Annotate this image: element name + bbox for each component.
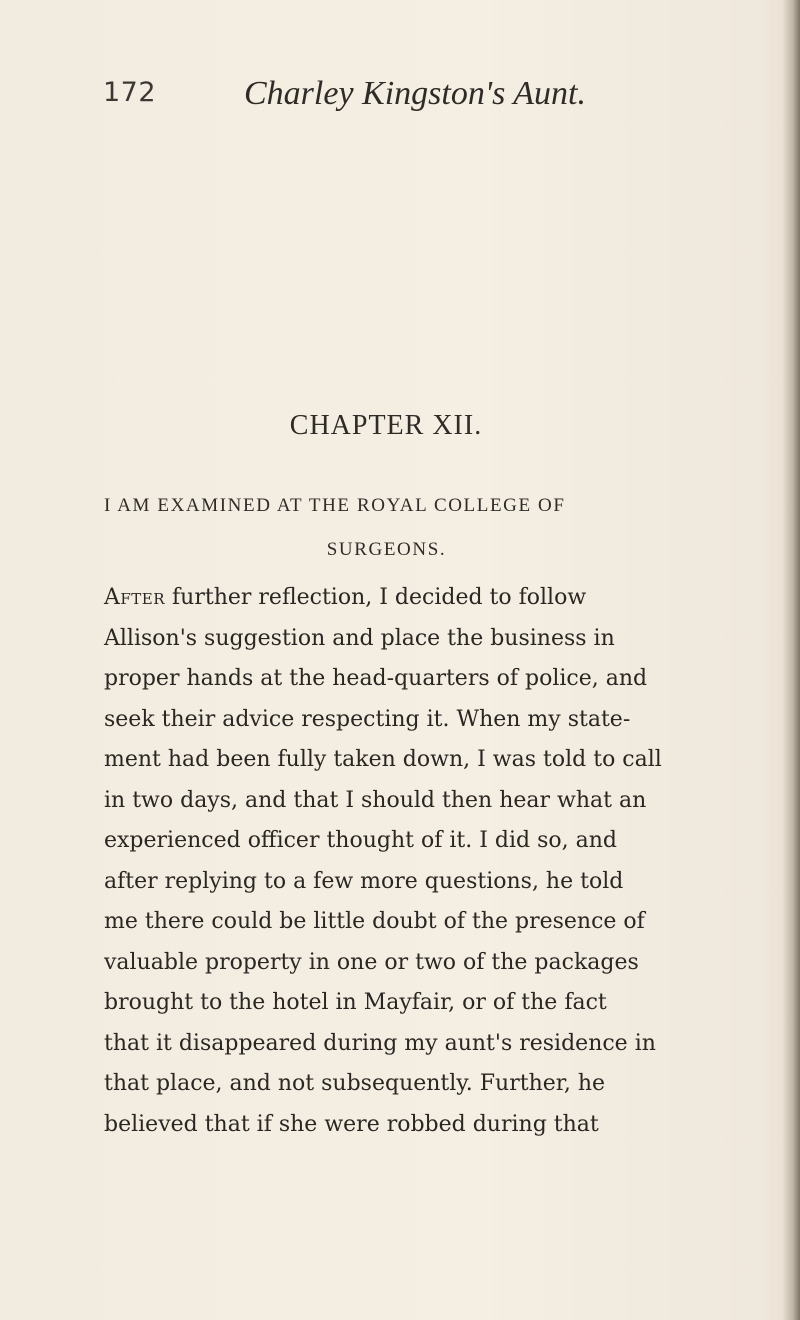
body-line [104,578,684,619]
body-line: experienced officer thought of it. I did so, and [104,828,617,853]
running-head: Charley Kingston's Aunt. [244,75,586,112]
body-line: believed that if she were robbed during that [104,1111,599,1137]
body-line: that it disappeared during my aunt's residence in [104,1030,656,1056]
body-line: valuable property in one or two of the packages [104,949,639,975]
page-number: 172 [103,77,157,108]
chapter-subtitle [104,484,669,572]
chapter-title: CHAPTER XII. [289,410,483,441]
body-line: ment had been fully taken down, I was told to call [104,747,662,772]
body-line: brought to the hotel in Mayfair, or of the fact [104,990,607,1015]
body-line: me there could be little doubt of the presence of [104,909,645,934]
body-line: that place, and not subsequently. Further, he [104,1071,606,1096]
page-header [0,75,800,135]
body-line: Allison's suggestion and place the business in [104,625,615,651]
body-line: after replying to a few more questions, he told [104,868,624,894]
body-paragraph [104,578,684,1145]
body-line-text: further reflection, I decided to follow [165,585,587,610]
opening-word: After [104,585,166,610]
chapter-subtitle-line: I AM EXAMINED AT THE ROYAL COLLEGE OF [104,495,566,516]
page-edge-shadow [782,0,800,1320]
body-line: proper hands at the head-quarters of police, and [104,666,648,691]
chapter-subtitle-line: SURGEONS. [326,539,447,560]
body-line: seek their advice respecting it. When my state- [104,706,631,732]
body-line: in two days, and that I should then hear what an [104,787,647,813]
